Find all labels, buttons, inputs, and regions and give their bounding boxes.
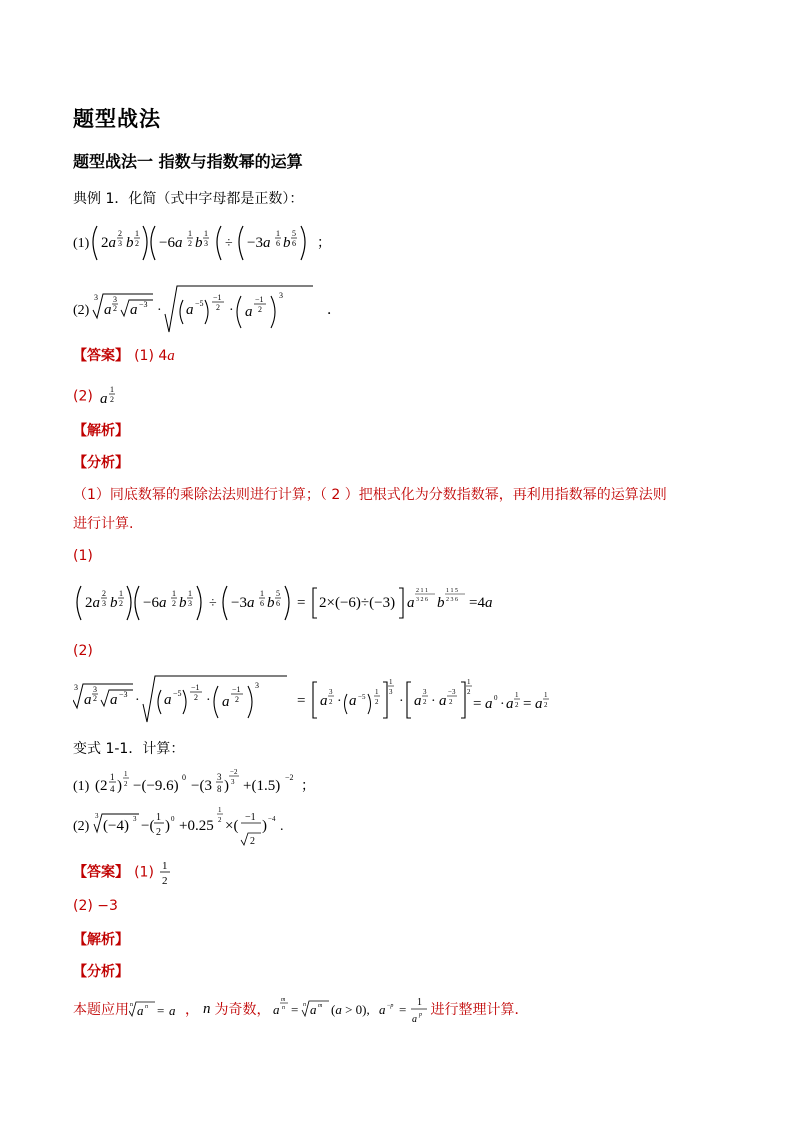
svg-text:2×(−6)÷(−3): 2×(−6)÷(−3) [319,595,396,611]
svg-text:a: a [130,302,138,318]
svg-text:−3: −3 [448,688,456,696]
svg-text:−4: −4 [268,815,276,823]
solution2-label: (2) [73,643,93,659]
svg-text:1 1 5: 1 1 5 [446,588,458,594]
svg-text:3: 3 [133,815,137,823]
svg-text:a: a [99,391,108,407]
example1-fenxi-line1: （1）同底数幂的乘除法法则进行计算；（ 2 ）把根式化为分数指数幂，再利用指数幂的运算法则 [73,487,667,503]
svg-text:b: b [437,595,445,611]
svg-text:2: 2 [93,694,97,703]
svg-text:5: 5 [276,589,280,598]
svg-text:2: 2 [423,698,427,706]
svg-text:n: n [281,1005,285,1011]
svg-text:(1): (1) [73,236,90,251]
example1-answer2-line [73,383,124,409]
svg-text:a: a [137,1003,144,1018]
svg-text:2a: 2a [85,595,100,611]
svg-text:2 3 6: 2 3 6 [446,597,458,603]
svg-text:1: 1 [156,812,161,823]
svg-text:a: a [414,693,422,709]
svg-text:6: 6 [260,599,264,608]
svg-text:2: 2 [250,836,255,847]
svg-text:a: a [110,692,118,708]
svg-text:): ) [165,818,170,834]
svg-text:3 2 6: 3 2 6 [416,597,428,603]
svg-text:−1: −1 [191,683,200,692]
svg-text:b: b [283,235,291,251]
solution1-formula [73,578,493,628]
svg-text:2: 2 [135,239,139,248]
svg-text:m: m [317,1003,322,1009]
svg-text:1: 1 [135,229,139,238]
svg-text:3: 3 [329,688,333,696]
svg-text:=: = [523,696,532,712]
svg-text:6: 6 [276,599,280,608]
svg-text:a: a [245,304,253,320]
svg-text:(2): (2) [73,303,90,318]
svg-text:2: 2 [216,303,220,312]
svg-text:a: a [485,696,493,712]
svg-text:1: 1 [124,770,128,778]
svg-text:1: 1 [110,772,115,782]
svg-text:a: a [104,302,112,318]
svg-text:+(1.5): +(1.5) [243,778,281,794]
example1-prompt: 典例 1．化简（式中字母都是正数）： [73,191,304,207]
svg-text:2: 2 [124,780,128,788]
svg-text:3: 3 [231,778,235,786]
svg-text:−2: −2 [285,773,294,782]
svg-text:6: 6 [276,239,280,248]
svg-text:6: 6 [292,239,296,248]
q2-end-mark: ． [327,303,341,318]
fenxi-formula-exponent [271,992,431,1026]
svg-text:1: 1 [260,589,264,598]
example1-q2-formula [73,280,413,338]
svg-text:a: a [407,595,415,611]
svg-text:3: 3 [95,812,99,820]
svg-text:3: 3 [74,683,78,692]
fenxi-formula-root [129,996,185,1022]
svg-text:(2): (2) [73,819,90,834]
svg-text:n: n [145,1004,148,1010]
fenxi-text-d: 进行整理计算． [430,1002,529,1018]
svg-text:n: n [302,1002,306,1008]
svg-text:2: 2 [118,229,122,238]
svg-text:m: m [280,997,285,1003]
svg-text:=: = [398,1002,406,1017]
svg-text:2: 2 [188,239,192,248]
svg-text:×(: ×( [225,818,239,834]
svg-text:b: b [126,235,134,251]
solution2-result [473,688,553,716]
fenxi-var-n: n [203,1000,211,1017]
svg-text:4: 4 [110,784,115,794]
variant1-q1-formula [73,766,333,806]
svg-text:=: = [297,595,306,611]
svg-text:b: b [179,595,187,611]
svg-text:1: 1 [188,229,192,238]
svg-text:2: 2 [218,816,222,824]
svg-text:−1: −1 [245,812,256,823]
svg-text:a: a [169,1003,176,1018]
svg-text:1: 1 [188,589,192,598]
svg-text:−6a: −6a [143,595,167,611]
svg-text:−6a: −6a [159,235,183,251]
svg-text:5: 5 [292,229,296,238]
svg-text:0: 0 [494,694,498,702]
svg-text:3: 3 [217,772,222,782]
svg-text:2: 2 [194,693,198,702]
svg-text:2: 2 [113,304,117,313]
svg-text:1: 1 [375,688,379,696]
svg-text:3: 3 [118,239,122,248]
svg-text:3: 3 [255,681,259,690]
example1-fenxi-line2: 进行计算. [73,516,134,532]
answer2-formula [98,383,124,409]
variant1-q2-formula [73,804,313,850]
svg-text:3: 3 [94,293,98,302]
fenxi-text-a: 本题应用 [73,1002,129,1018]
svg-text:−3a: −3a [247,235,271,251]
svg-text:·: · [229,303,234,318]
svg-text:a: a [84,692,92,708]
svg-text:−(: −( [141,818,155,834]
svg-text:3: 3 [102,599,106,608]
svg-text:2: 2 [119,599,123,608]
svg-text:1: 1 [162,860,168,872]
svg-text:3: 3 [389,688,393,696]
svg-text:b: b [267,595,275,611]
svg-text:3: 3 [188,599,192,608]
svg-text:1: 1 [389,678,393,686]
svg-text:a: a [320,693,328,709]
svg-text:·: · [206,693,211,708]
svg-text:(a > 0),: (a > 0), [330,1002,370,1017]
svg-text:÷: ÷ [209,596,217,611]
svg-text:): ) [224,778,229,794]
svg-text:2: 2 [544,701,548,709]
svg-text:3: 3 [423,688,427,696]
section-heading: 题型战法一 指数与指数幂的运算 [73,152,303,171]
svg-text:2: 2 [109,395,114,404]
svg-text:2: 2 [467,688,471,696]
variant1-answer1-label: (1) [134,864,154,881]
variant1-q2-end: . [280,819,284,834]
example1-fenxi-tag: 【分析】 [73,455,129,471]
svg-text:a: a [439,693,447,709]
example1-answer-line [73,345,175,365]
solution1-label: (1) [73,548,93,564]
svg-text:+0.25: +0.25 [179,818,214,834]
svg-text:·: · [500,697,505,712]
example1-analysis-tag: 【解析】 [73,423,129,439]
svg-text:2: 2 [102,589,106,598]
svg-text:−5: −5 [195,299,204,308]
svg-text:1: 1 [218,806,222,814]
svg-text:−(3: −(3 [191,778,212,794]
svg-text:−1: −1 [232,685,241,694]
svg-text:1: 1 [276,229,280,238]
svg-text:2: 2 [375,698,379,706]
svg-text:2: 2 [329,698,333,706]
svg-text:n: n [130,1002,133,1008]
answer1-value: (1) 4 [134,348,168,364]
solution2-formula [73,672,493,730]
svg-text:2: 2 [156,827,161,838]
svg-text:−1: −1 [213,293,222,302]
svg-text:a: a [186,302,194,318]
svg-text:2: 2 [258,305,262,314]
svg-text:a: a [164,692,172,708]
svg-text:2: 2 [172,599,176,608]
svg-text:(−4): (−4) [103,818,129,834]
answer2-label: (2) [73,388,93,405]
svg-text:8: 8 [217,784,222,794]
svg-text:p: p [418,1012,422,1018]
svg-text:=4a: =4a [469,595,493,611]
svg-text:): ) [262,818,267,834]
svg-text:·: · [399,694,404,709]
svg-text:=: = [157,1003,165,1018]
svg-text:0: 0 [171,815,175,823]
svg-text:=: = [297,693,306,709]
svg-text:−3: −3 [119,690,128,699]
svg-text:−3a: −3a [231,595,255,611]
svg-text:a: a [309,1002,316,1017]
svg-text:a: a [411,1014,417,1025]
svg-text:1: 1 [544,691,548,699]
answer1-var: a [167,348,175,364]
svg-text:3: 3 [279,291,283,300]
svg-text:1: 1 [515,691,519,699]
svg-text:−p: −p [386,1003,393,1009]
variant1-q1-end: ； [301,779,315,794]
svg-text:1: 1 [467,678,471,686]
svg-text:2: 2 [235,695,239,704]
svg-text:2 1 1: 2 1 1 [416,588,428,594]
svg-text:a: a [378,1002,385,1017]
fenxi-text-c: 为奇数， [214,1002,271,1018]
variant1-answer1-fraction [159,858,173,886]
svg-text:2: 2 [515,701,519,709]
variant1-fenxi-tag: 【分析】 [73,964,129,980]
svg-text:÷: ÷ [225,236,233,251]
variant1-answer2: (2) −3 [73,898,118,914]
svg-text:b: b [110,595,118,611]
svg-text:·: · [431,694,436,709]
svg-text:−3: −3 [139,300,148,309]
svg-text:): ) [117,778,122,794]
svg-text:−5: −5 [358,693,366,701]
svg-text:2: 2 [162,875,168,886]
svg-text:a: a [506,696,514,712]
svg-text:1: 1 [109,385,114,394]
svg-text:a: a [535,696,543,712]
svg-text:−2: −2 [230,768,238,776]
svg-text:1: 1 [204,229,208,238]
variant1-prompt: 变式 1-1．计算： [73,741,185,757]
svg-text:b: b [195,235,203,251]
svg-text:−(−9.6): −(−9.6) [133,778,179,794]
svg-text:=: = [290,1002,298,1017]
variant1-fenxi-line [73,992,529,1026]
svg-text:0: 0 [182,773,186,782]
svg-text:·: · [135,693,140,708]
svg-text:2a: 2a [101,235,116,251]
svg-text:1: 1 [172,589,176,598]
svg-text:3: 3 [93,685,97,694]
example1-q1-formula [73,216,403,266]
fenxi-text-b: ， [185,1002,199,1018]
q1-end-mark: ； [317,236,331,251]
svg-text:3: 3 [204,239,208,248]
svg-text:1: 1 [416,997,422,1008]
svg-text:2: 2 [449,698,453,706]
svg-text:a: a [222,694,230,710]
svg-text:a: a [349,693,357,709]
svg-text:1: 1 [119,589,123,598]
svg-text:3: 3 [113,295,117,304]
svg-text:−5: −5 [173,689,182,698]
svg-text:=: = [473,696,482,712]
svg-text:(1): (1) [73,779,90,794]
svg-text:·: · [337,694,342,709]
svg-text:(2: (2 [95,778,108,794]
svg-text:−1: −1 [255,295,264,304]
page-title: 题型战法 [73,107,161,131]
variant1-answer-line [73,858,173,886]
variant1-answer-tag: 【答案】 [73,864,129,881]
answer-tag: 【答案】 [73,348,129,364]
svg-text:·: · [157,303,162,318]
svg-text:a: a [272,1002,279,1017]
variant1-analysis-tag: 【解析】 [73,932,129,948]
